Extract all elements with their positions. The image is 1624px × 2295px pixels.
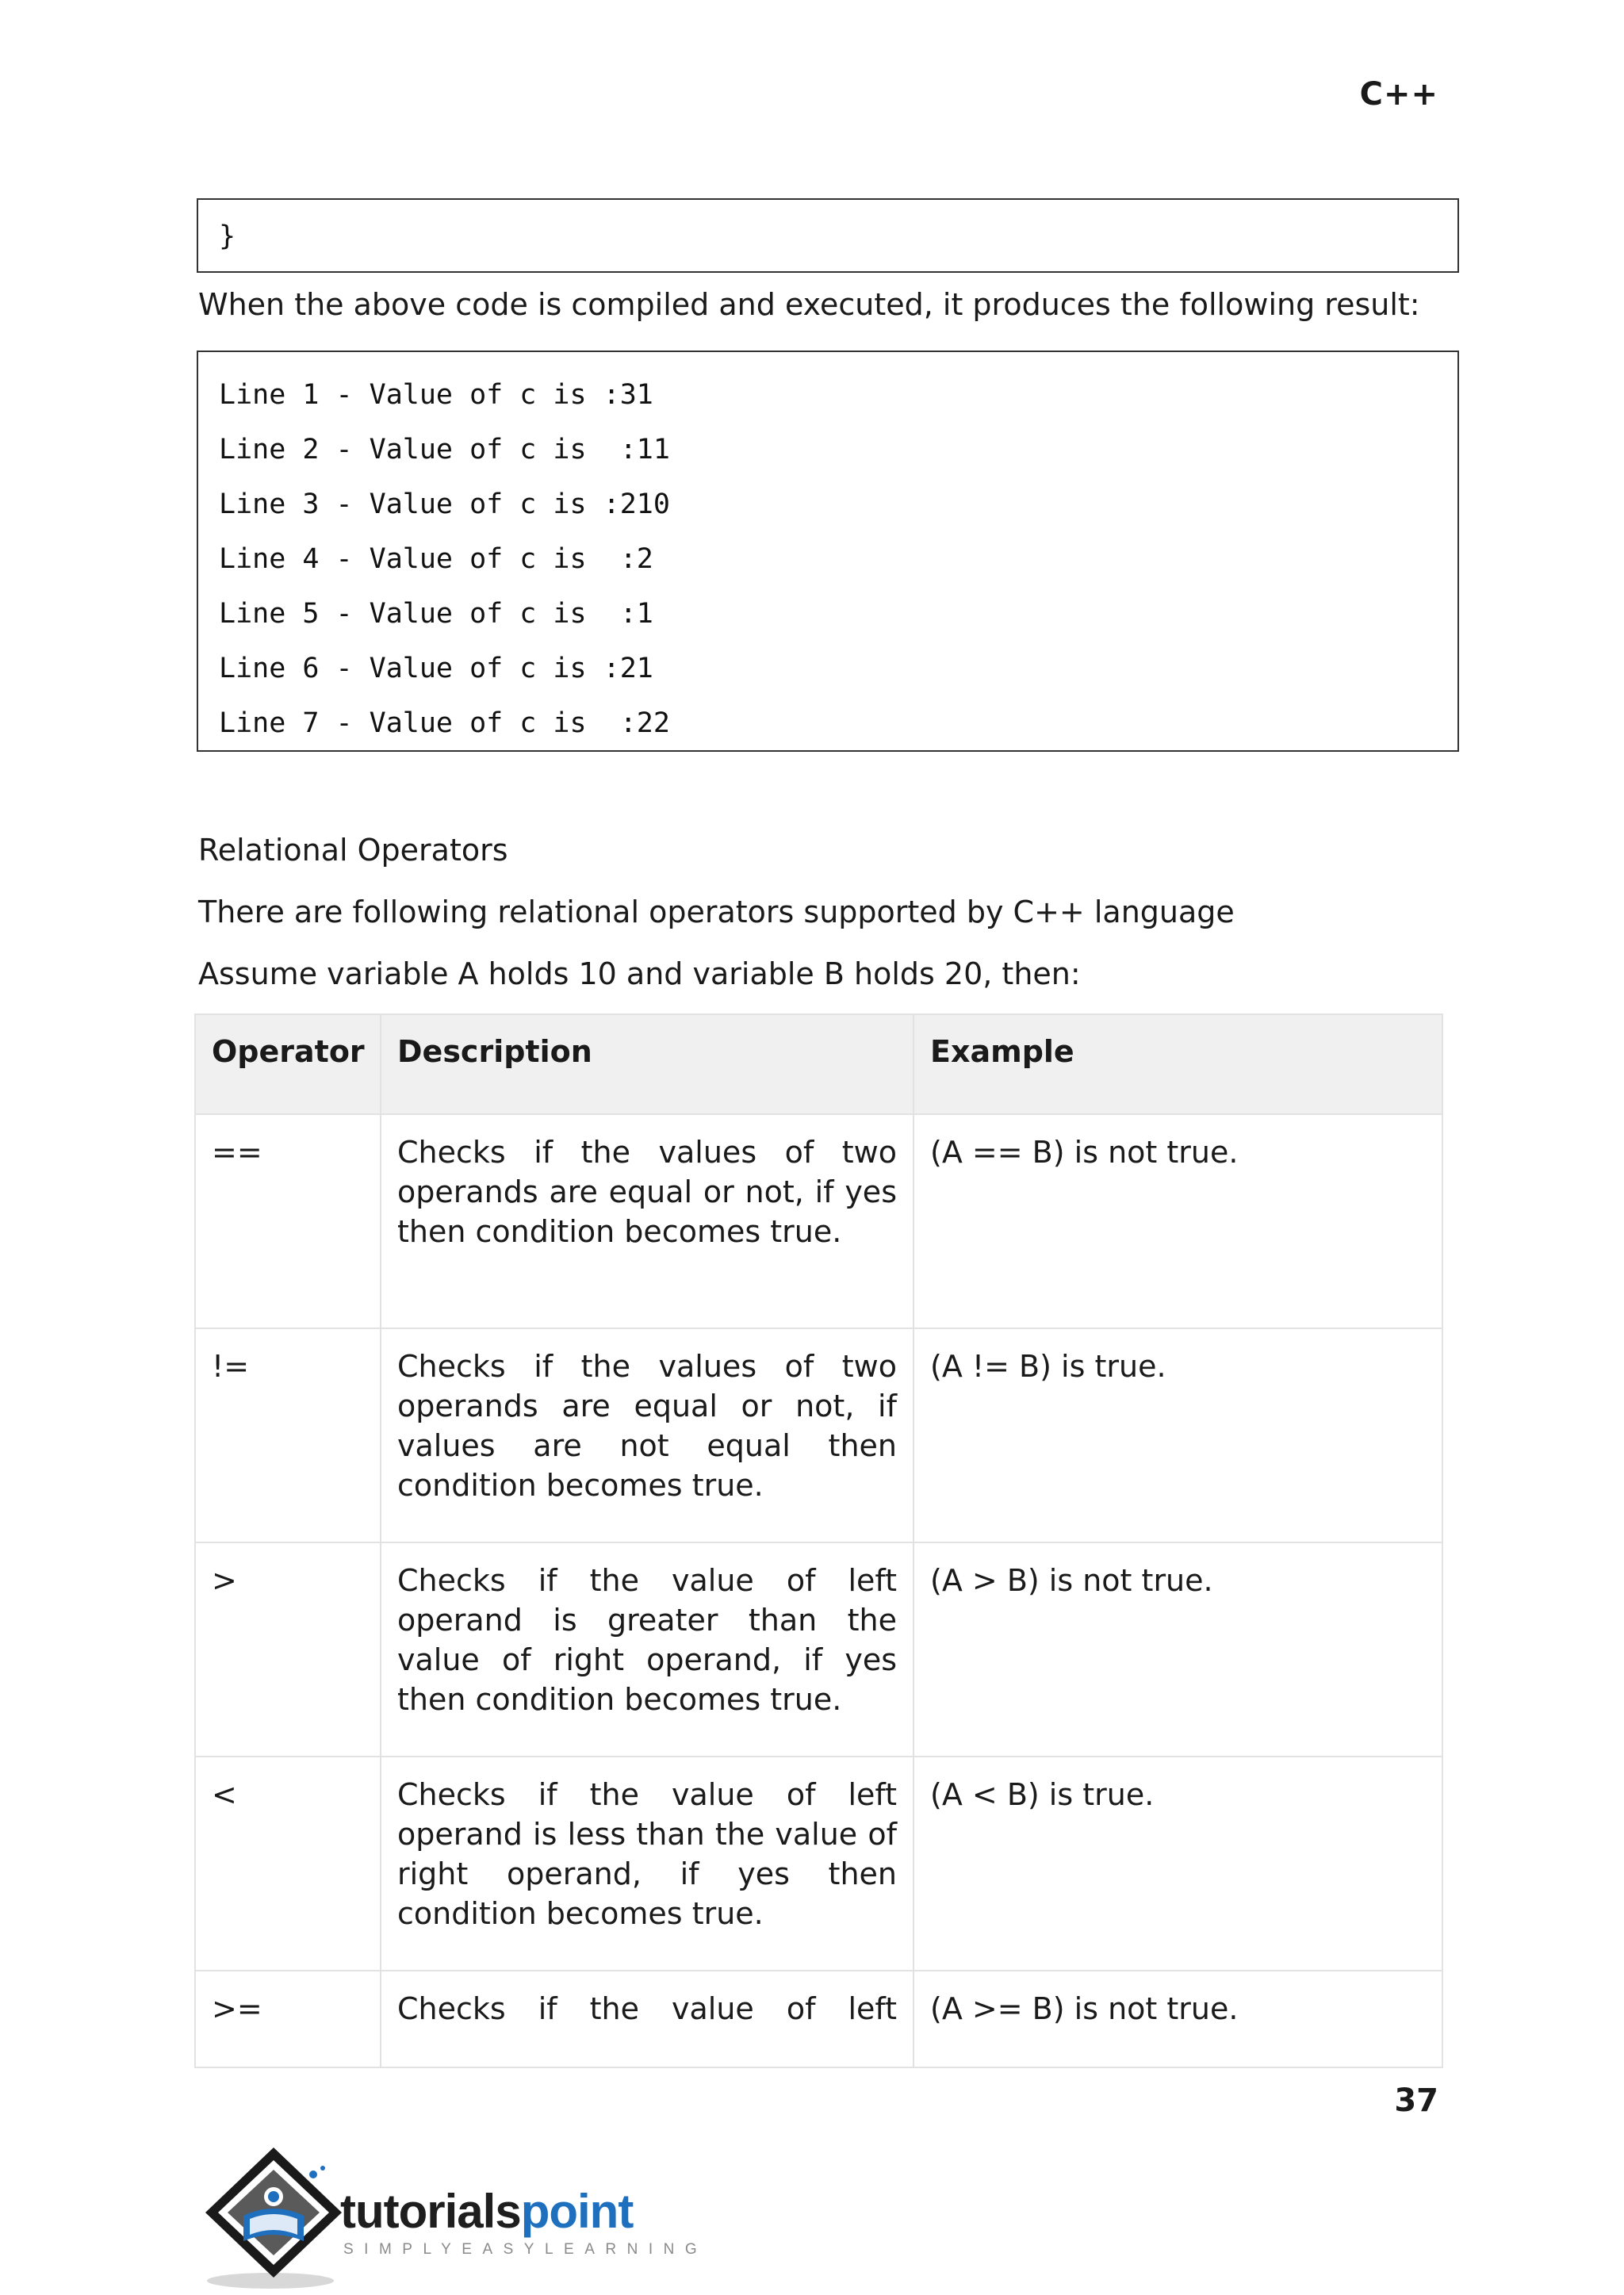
table-row: [195, 1328, 1442, 1542]
description-cell: Checks if the value of left: [381, 1971, 914, 2067]
page-number: 37: [1394, 2082, 1438, 2119]
code-line: }: [219, 220, 236, 252]
page-header-title: C++: [1359, 76, 1438, 113]
relational-operators-table: [194, 1013, 1443, 2068]
intro-paragraph: When the above code is compiled and executed, it produces the following result:: [198, 287, 1420, 322]
tutorialspoint-logo: [194, 2140, 708, 2295]
logo-wordmark: [340, 2184, 633, 2239]
operator-cell: ==: [195, 1114, 381, 1328]
header-operator: Operator: [195, 1014, 381, 1114]
logo-diamond-icon: [194, 2140, 353, 2295]
operator-cell: !=: [195, 1328, 381, 1542]
logo-tagline: SIMPLYEASYLEARNING: [343, 2241, 708, 2258]
table-row: [195, 1971, 1442, 2067]
example-cell: (A == B) is not true.: [914, 1114, 1442, 1328]
section-paragraph-1: There are following relational operators supported by C++ language: [198, 895, 1235, 929]
example-cell: (A >= B) is not true.: [914, 1971, 1442, 2067]
example-cell: (A != B) is true.: [914, 1328, 1442, 1542]
description-cell: Checks if the values of two operands are equal or not, if values are not equal then condition becomes true.: [381, 1328, 914, 1542]
table-row: [195, 1542, 1442, 1757]
example-cell: (A > B) is not true.: [914, 1542, 1442, 1757]
output-line: Line 6 - Value of c is :21: [219, 653, 653, 684]
description-cell: Checks if the values of two operands are equal or not, if yes then condition becomes true.: [381, 1114, 914, 1328]
output-line: Line 7 - Value of c is :22: [219, 707, 670, 739]
logo-word-point: point: [520, 2185, 634, 2238]
table-row: [195, 1757, 1442, 1971]
output-line: Line 3 - Value of c is :210: [219, 489, 670, 520]
section-paragraph-2: Assume variable A holds 10 and variable B holds 20, then:: [198, 956, 1081, 991]
output-block: [197, 351, 1459, 752]
table-header-row: [195, 1014, 1442, 1114]
section-title: Relational Operators: [198, 833, 508, 868]
output-line: Line 1 - Value of c is :31: [219, 379, 653, 411]
output-line: Line 2 - Value of c is :11: [219, 434, 670, 466]
example-cell: (A < B) is true.: [914, 1757, 1442, 1971]
output-line: Line 5 - Value of c is :1: [219, 598, 653, 630]
operator-cell: >=: [195, 1971, 381, 2067]
description-cell: Checks if the value of left operand is greater than the value of right operand, if yes then condition becomes true.: [381, 1542, 914, 1757]
header-description: Description: [381, 1014, 914, 1114]
logo-word-tutorials: tutorials: [340, 2185, 521, 2238]
description-cell: Checks if the value of left operand is less than the value of right operand, if yes then condition becomes true.: [381, 1757, 914, 1971]
operator-cell: >: [195, 1542, 381, 1757]
output-line: Line 4 - Value of c is :2: [219, 543, 653, 575]
operator-cell: <: [195, 1757, 381, 1971]
header-example: Example: [914, 1014, 1442, 1114]
table-row: [195, 1114, 1442, 1328]
code-block-top: [197, 198, 1459, 273]
